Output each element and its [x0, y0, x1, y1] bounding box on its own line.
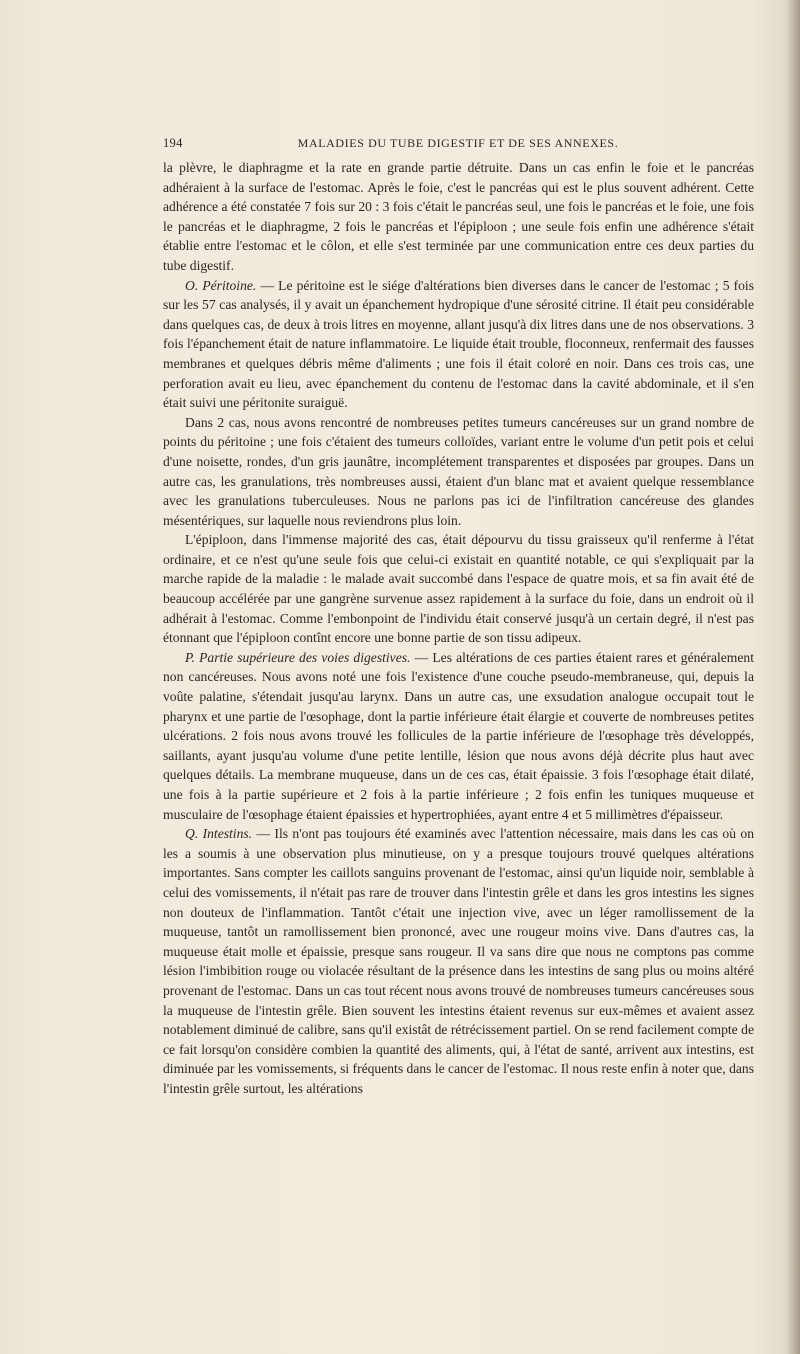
- page-number: 194: [163, 136, 183, 150]
- paragraph-intestins: [163, 824, 754, 1098]
- paragraph-peritoine: [163, 276, 754, 413]
- paragraph-text: — Ils n'ont pas toujours été examinés avec l'attention nécessaire, mais dans les cas où on les a soumis à une observation plus minutieuse, on y a presque toujours trouvé quelques altérations importantes. Sans compter les caillots sanguins provenant de l'estomac, ainsi qu'un liquide noir, semblable à celui des vomissements, il n'était pas rare de trouver dans l'intestin grêle et dans les gros intestins les signes non douteux de l'inflammation. Tantôt c'était une injection vive, avec un léger ramollissement de la muqueuse, tantôt un ramollissement bien prononcé, avec une rougeur moins vive. Dans d'autres cas, la muqueuse était molle et épaissie, presque sans rougeur. Il va sans dire que nous ne comptons pas comme lésion l'imbibition rouge ou violacée résultant de la présence dans les intestins de sang plus ou moins altéré provenant de l'estomac. Dans un cas tout récent nous avons trouvé de nombreuses tumeurs cancéreuses sous la muqueuse de l'intestin grêle. Bien souvent les intestins étaient revenus sur eux-mêmes et avaient assez notablement diminué de calibre, sans qu'il existât de rétrécissement partiel. On se rend facilement compte de ce fait lorsqu'on considère combien la quantité des aliments, qui, à l'état de santé, arrivent aux intestins, est diminuée par les vomissements, si fréquents dans le cancer de l'estomac. Il nous reste enfin à noter que, dans l'intestin grêle surtout, les altérations: [163, 826, 754, 1096]
- paragraph-text: Dans 2 cas, nous avons rencontré de nombreuses petites tumeurs cancéreuses sur un grand nombre de points du péritoine ; une fois c'étaient des tumeurs colloïdes, variant entre le volume d'un petit pois et celui d'une noisette, rondes, d'un gris jaunâtre, incomplétement transparentes et disposées par groupes. Dans un autre cas, les granulations, très nombreuses aussi, étaient d'un blanc mat et avaient quelque ressemblance avec les granulations tuberculeuses. Nous ne parlons pas ici de l'infiltration cancéreuse des glandes mésentériques, sur laquelle nous reviendrons plus loin.: [163, 414, 754, 528]
- page-edge-shadow: [786, 0, 800, 1354]
- body-text: [163, 158, 754, 1099]
- running-head: MALADIES DU TUBE DIGESTIF ET DE SES ANNEXES.: [297, 136, 619, 150]
- paragraph-text: — Le péritoine est le siége d'altérations bien diverses dans le cancer de l'estomac ; 5 fois sur les 57 cas analysés, il y avait un épanchement hydropique d'une sérosité citrine. Il était peu considérable dans quelques cas, de deux à trois litres en moyenne, allant jusqu'à dix litres dans une de nos observations. 3 fois l'épanchement était de nature inflammatoire. Le liquide était trouble, floconneux, renfermait des fausses membranes et quelques débris même d'aliments ; une fois il était coloré en noir. Dans ces trois cas, une perforation avait eu lieu, avec épanchement du contenu de l'estomac dans la cavité abdominale, et il s'en était suivi une péritonite suraiguë.: [163, 277, 754, 411]
- section-label: Q. Intestins.: [185, 826, 253, 842]
- paragraph-voies-digestives: [163, 648, 754, 824]
- paragraph-text: la plèvre, le diaphragme et la rate en grande partie détruite. Dans un cas enfin le foie et le pancréas adhéraient à la surface de l'estomac. Après le foie, c'est le pancréas qui est le plus souvent adhérent. Cette adhérence a été constatée 7 fois sur 20 : 3 fois c'était le pancréas seul, une fois le pancréas et le foie, une fois le pancréas et le diaphragme, 2 fois le pancréas et l'épiploon ; une seule fois enfin une adhérence s'était établie entre l'estomac et le côlon, et elle s'est terminée par une communication entre ces deux parties du tube digestif.: [163, 160, 754, 273]
- paragraph-continuation: [163, 158, 754, 276]
- paragraph-tumeurs: [163, 413, 754, 531]
- section-label: O. Péritoine.: [185, 277, 257, 293]
- page-header: [163, 136, 753, 154]
- paragraph-text: L'épiploon, dans l'immense majorité des cas, était dépourvu du tissu graisseux qu'il renferme à l'état ordinaire, et ce n'est qu'une seule fois que celui-ci existait en quantité notable, ce qui s'expliquait par la marche rapide de la maladie : le malade avait succombé dans l'espace de quatre mois, et sa fin avait été de beaucoup accélérée par une gangrène survenue assez rapidement à la surface du foie, dans un endroit où il adhérait à l'estomac. Comme l'embonpoint de l'individu était conservé jusqu'à un certain degré, il n'est pas étonnant que l'épiploon contînt encore une bonne partie de son tissu adipeux.: [163, 532, 754, 646]
- section-label: P. Partie supérieure des voies digestives.: [185, 649, 411, 665]
- paragraph-epiploon: [163, 530, 754, 648]
- paragraph-text: — Les altérations de ces parties étaient rares et généralement non cancéreuses. Nous avons noté une fois l'existence d'une couche pseudo-membraneuse, qui, depuis la voûte palatine, s'étendait jusqu'au larynx. Dans un autre cas, une exsudation analogue occupait tout le pharynx et une partie de l'œsophage, dont la partie inférieure était élargie et couverte de nombreuses petites ulcérations. 2 fois nous avons trouvé les follicules de la partie inférieure de l'œsophage très développés, saillants, ayant jusqu'au volume d'une petite lentille, lésion que nous avons déjà décrite plus haut avec quelques détails. La membrane muqueuse, dans un de ces cas, était épaissie. 3 fois l'œsophage était dilaté, une fois à la partie supérieure et 2 fois à la partie inférieure ; 2 fois enfin les tuniques muqueuse et musculaire de l'œsophage étaient épaissies et hypertrophiées, ayant entre 4 et 5 millimètres d'épaisseur.: [163, 649, 754, 822]
